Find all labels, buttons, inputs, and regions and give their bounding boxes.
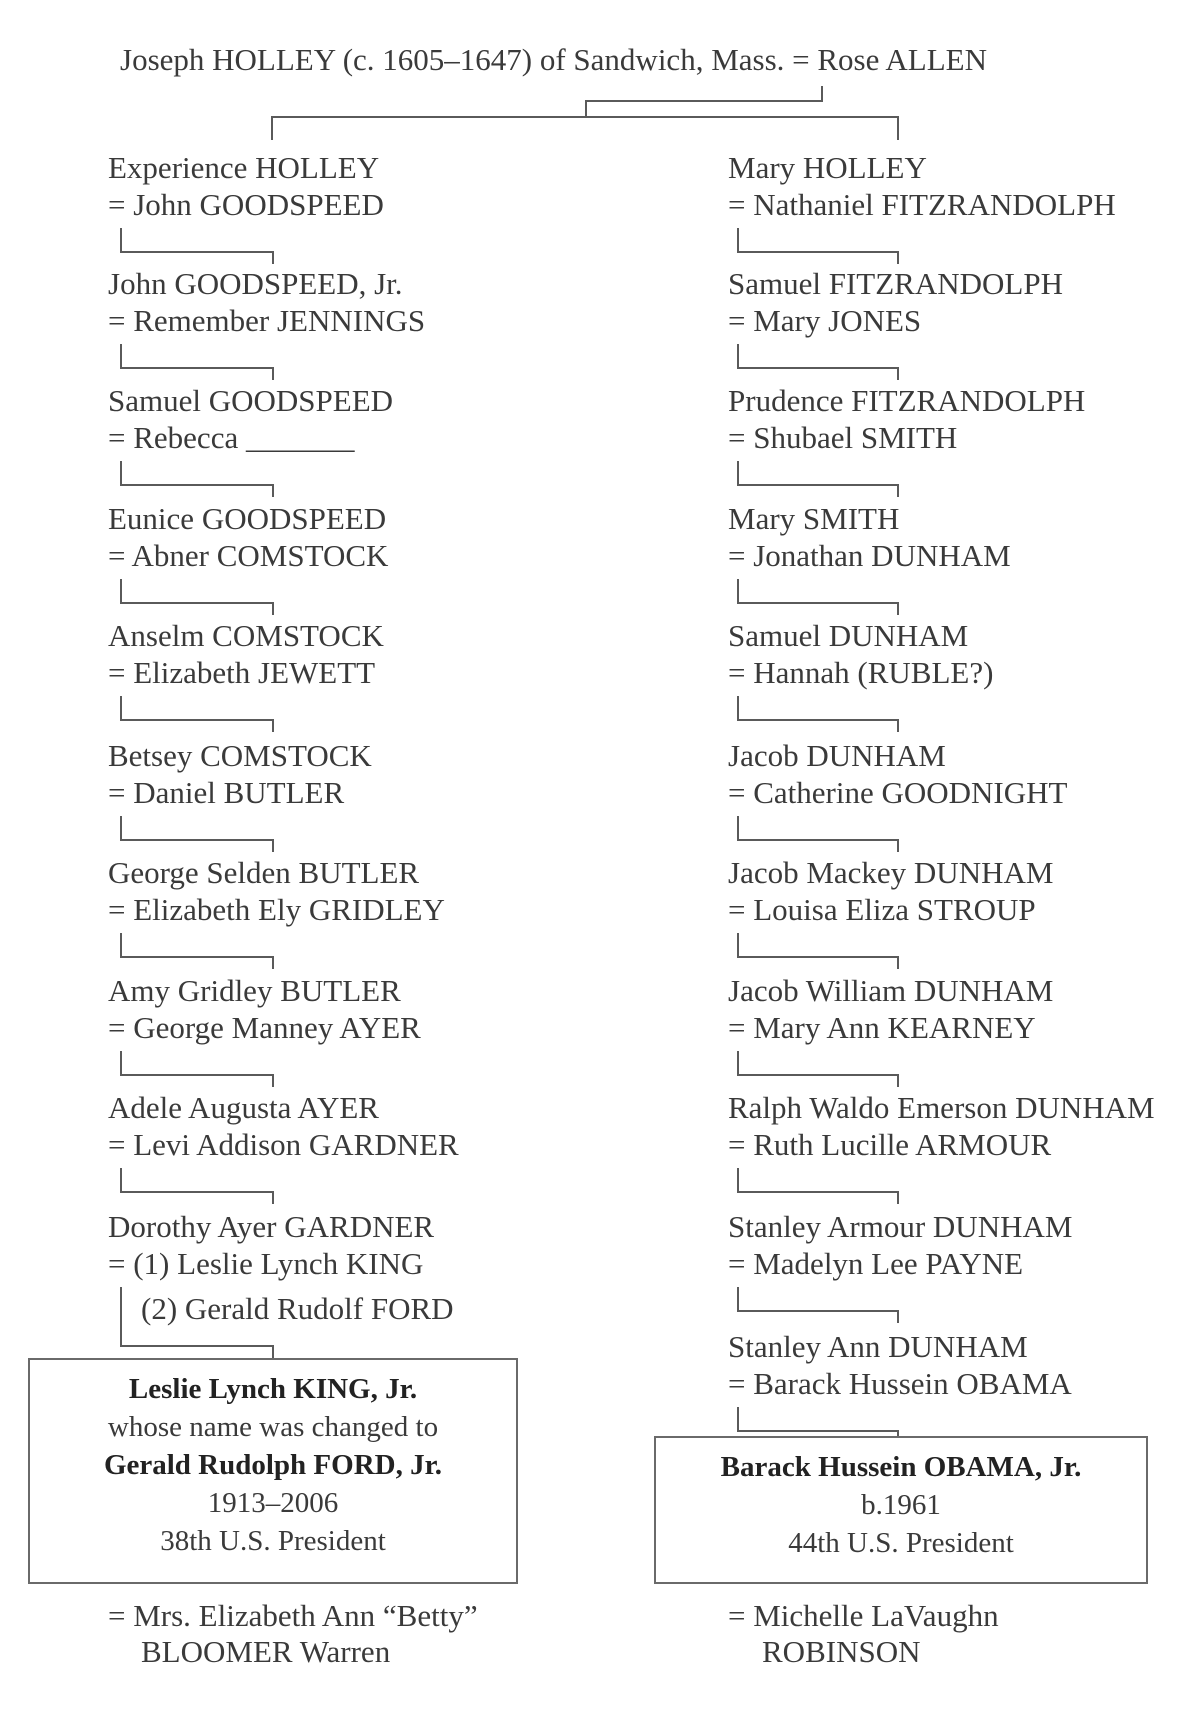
ford-birth-name: Leslie Lynch KING, Jr. <box>128 1373 418 1405</box>
left-person-5: Betsey COMSTOCK <box>108 738 372 773</box>
right-person-8: Ralph Waldo Emerson DUNHAM <box>728 1090 1155 1125</box>
right-spouse-5: = Catherine GOODNIGHT <box>728 775 1068 810</box>
left-bracket-8 <box>121 1168 273 1204</box>
right-spouse-2: = Shubael SMITH <box>728 420 958 455</box>
ford-name: Gerald Rudolph FORD, Jr. <box>103 1449 443 1481</box>
right-bracket-8 <box>738 1168 898 1204</box>
root-connector-right <box>586 117 898 140</box>
right-person-1: Samuel FITZRANDOLPH <box>728 266 1063 301</box>
ford-box <box>28 1358 518 1584</box>
right-bracket-3 <box>738 579 898 615</box>
left-person-3: Eunice GOODSPEED <box>108 501 387 536</box>
right-person-6: Jacob Mackey DUNHAM <box>728 855 1054 890</box>
left-bracket-0 <box>121 228 273 264</box>
dorothy-second-spouse: (2) Gerald Rudolf FORD <box>141 1291 454 1326</box>
left-person-0: Experience HOLLEY <box>108 150 380 185</box>
ford-dates: 1913–2006 <box>207 1487 339 1519</box>
right-person-10: Stanley Ann DUNHAM <box>728 1329 1028 1364</box>
right-bracket-9 <box>738 1287 898 1323</box>
left-spouse-4: = Elizabeth JEWETT <box>108 655 376 690</box>
right-bracket-4 <box>738 696 898 732</box>
obama-spouse-line1: = Michelle LaVaughn <box>728 1598 999 1633</box>
left-spouse-6: = Elizabeth Ely GRIDLEY <box>108 892 445 927</box>
left-spouse-2: = Rebecca _______ <box>108 420 355 455</box>
left-bracket-6 <box>121 933 273 969</box>
root-connector-left <box>272 86 822 140</box>
right-person-9: Stanley Armour DUNHAM <box>728 1209 1073 1244</box>
ford-spouse-line2: BLOOMER Warren <box>141 1634 391 1669</box>
right-spouse-0: = Nathaniel FITZRANDOLPH <box>728 187 1116 222</box>
obama-spouse-line2: ROBINSON <box>762 1634 921 1669</box>
left-spouse-3: = Abner COMSTOCK <box>108 538 389 573</box>
right-person-4: Samuel DUNHAM <box>728 618 969 653</box>
left-person-6: George Selden BUTLER <box>108 855 420 890</box>
left-bracket-7 <box>121 1051 273 1087</box>
right-person-5: Jacob DUNHAM <box>728 738 946 773</box>
left-person-1: John GOODSPEED, Jr. <box>108 266 403 301</box>
left-person-7: Amy Gridley BUTLER <box>108 973 401 1008</box>
ford-spouse-line1: = Mrs. Elizabeth Ann “Betty” <box>108 1598 478 1633</box>
left-bracket-4 <box>121 696 273 732</box>
right-spouse-3: = Jonathan DUNHAM <box>728 538 1011 573</box>
right-bracket-7 <box>738 1051 898 1087</box>
right-bracket-1 <box>738 344 898 380</box>
right-person-7: Jacob William DUNHAM <box>728 973 1054 1008</box>
left-spouse-9: = (1) Leslie Lynch KING <box>108 1246 424 1281</box>
obama-title: 44th U.S. President <box>788 1527 1014 1559</box>
right-bracket-6 <box>738 933 898 969</box>
right-bracket-5 <box>738 816 898 852</box>
right-person-2: Prudence FITZRANDOLPH <box>728 383 1086 418</box>
right-spouse-4: = Hannah (RUBLE?) <box>728 655 994 690</box>
progenitor-line: Joseph HOLLEY (c. 1605–1647) of Sandwich, Mass. = Rose ALLEN <box>120 42 988 77</box>
right-bracket-2 <box>738 461 898 497</box>
obama-box <box>654 1436 1148 1584</box>
ford-title: 38th U.S. President <box>160 1525 386 1557</box>
obama-dates: b.1961 <box>861 1489 941 1521</box>
right-spouse-6: = Louisa Eliza STROUP <box>728 892 1036 927</box>
left-person-9: Dorothy Ayer GARDNER <box>108 1209 435 1244</box>
left-spouse-8: = Levi Addison GARDNER <box>108 1127 459 1162</box>
right-spouse-7: = Mary Ann KEARNEY <box>728 1010 1036 1045</box>
right-spouse-1: = Mary JONES <box>728 303 922 338</box>
ford-name-change-note: whose name was changed to <box>107 1411 439 1443</box>
left-bracket-3 <box>121 579 273 615</box>
left-spouse-0: = John GOODSPEED <box>108 187 384 222</box>
left-bracket-5 <box>121 816 273 852</box>
left-bracket-2 <box>121 461 273 497</box>
right-person-3: Mary SMITH <box>728 501 900 536</box>
left-person-2: Samuel GOODSPEED <box>108 383 394 418</box>
left-person-8: Adele Augusta AYER <box>108 1090 379 1125</box>
right-person-0: Mary HOLLEY <box>728 150 927 185</box>
left-spouse-7: = George Manney AYER <box>108 1010 421 1045</box>
left-person-4: Anselm COMSTOCK <box>108 618 384 653</box>
obama-name: Barack Hussein OBAMA, Jr. <box>720 1451 1082 1483</box>
right-bracket-0 <box>738 228 898 264</box>
left-spouse-5: = Daniel BUTLER <box>108 775 345 810</box>
right-spouse-8: = Ruth Lucille ARMOUR <box>728 1127 1052 1162</box>
right-spouse-10: = Barack Hussein OBAMA <box>728 1366 1072 1401</box>
left-bracket-1 <box>121 344 273 380</box>
right-spouse-9: = Madelyn Lee PAYNE <box>728 1246 1024 1281</box>
left-spouse-1: = Remember JENNINGS <box>108 303 426 338</box>
